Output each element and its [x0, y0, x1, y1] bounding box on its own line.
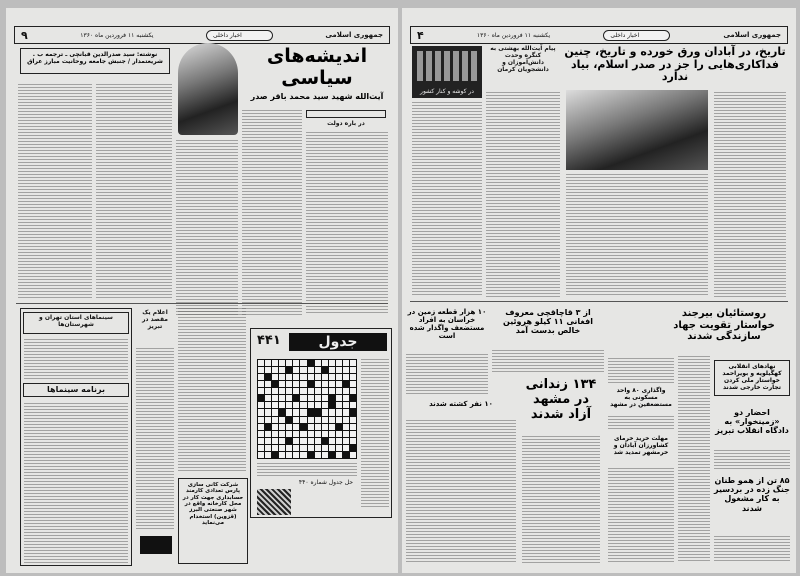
crossword-cell[interactable] — [293, 431, 299, 437]
crossword-cell[interactable] — [308, 445, 314, 451]
crossword-cell[interactable] — [300, 424, 306, 430]
crossword-cell[interactable] — [272, 395, 278, 401]
infographic — [412, 46, 482, 98]
crossword-cell[interactable] — [343, 431, 349, 437]
crossword-cell[interactable] — [329, 431, 335, 437]
crossword-cell[interactable] — [286, 395, 292, 401]
crossword-cell[interactable] — [322, 360, 328, 366]
crossword-cell[interactable] — [258, 360, 264, 366]
crossword-cell[interactable] — [336, 438, 342, 444]
article-column — [306, 132, 388, 315]
crossword-cell[interactable] — [286, 374, 292, 380]
crossword-cell[interactable] — [322, 452, 328, 458]
crossword-cell[interactable] — [336, 381, 342, 387]
crossword-cell[interactable] — [258, 402, 264, 408]
ad-logo — [140, 536, 172, 554]
crossword-cell[interactable] — [322, 367, 328, 373]
headline-tabriz: احضار دو «زمینخوار» به دادگاه انقلاب تبریز — [715, 408, 789, 436]
crossword-cell[interactable] — [265, 409, 271, 415]
crossword-cell[interactable] — [329, 360, 335, 366]
crossword-cell[interactable] — [329, 367, 335, 373]
crossword-cell[interactable] — [300, 431, 306, 437]
message-title: پیام آیت‌الله بهشتی به کنگره وحدت دانش‌آموزان و دانشجویان کرمان — [490, 45, 556, 73]
crossword-cell[interactable] — [315, 438, 321, 444]
crossword-cell[interactable] — [293, 381, 299, 387]
page-number: ۴ — [417, 28, 424, 42]
crossword-cell[interactable] — [350, 452, 356, 458]
crossword-cell[interactable] — [265, 424, 271, 430]
crossword-cell[interactable] — [350, 360, 356, 366]
headline-housing: واگذاری ۸۰ واحد مسکونی به مستضعفین در مشهد — [610, 387, 672, 408]
crossword-cell[interactable] — [300, 402, 306, 408]
crossword-cell[interactable] — [300, 367, 306, 373]
headline-kohgiluyeh: نهادهای انقلابی کهگیلویه و بویراحمد خواستار ملی کردن تجارت خارجی شدند — [714, 360, 790, 396]
crossword-cell[interactable] — [300, 388, 306, 394]
crossword-cell[interactable] — [343, 438, 349, 444]
crossword-cell[interactable] — [272, 424, 278, 430]
crossword-cell[interactable] — [258, 381, 264, 387]
crossword-cell[interactable] — [293, 452, 299, 458]
job-ad: شرکت کانی سازی پارس تعدادی کارمند حسابداری جهت کار در محل کارخانه واقع در شهر صنعتی البرز (قزوین) استخدام می‌نماید — [178, 478, 248, 564]
crossword-grid[interactable] — [257, 359, 357, 459]
article-column — [176, 140, 238, 315]
crossword-cell[interactable] — [279, 417, 285, 423]
crossword-cell[interactable] — [315, 360, 321, 366]
page-date: یکشنبه ۱۱ فروردین ماه ۱۳۶۰ — [80, 31, 154, 39]
sub-section-title: در باره دولت — [327, 120, 365, 127]
crossword-cell[interactable] — [336, 388, 342, 394]
crossword-cell[interactable] — [336, 367, 342, 373]
crossword-cell[interactable] — [308, 395, 314, 401]
crossword — [250, 328, 392, 518]
crossword-cell[interactable] — [272, 438, 278, 444]
crossword-cell[interactable] — [258, 424, 264, 430]
crossword-title: جدول — [289, 333, 387, 351]
crossword-cell[interactable] — [315, 381, 321, 387]
crossword-cell[interactable] — [329, 381, 335, 387]
crossword-cell[interactable] — [343, 381, 349, 387]
crossword-cell[interactable] — [350, 431, 356, 437]
crossword-number: ۴۴۱ — [257, 333, 281, 348]
crossword-cell[interactable] — [315, 417, 321, 423]
crossword-cell[interactable] — [350, 424, 356, 430]
crossword-cell[interactable] — [286, 424, 292, 430]
headline-villagers: روستائیان بیرجند خواستار تقویت جهاد سازندگی شدند — [673, 308, 775, 342]
crossword-cell[interactable] — [343, 402, 349, 408]
crossword-cell[interactable] — [300, 374, 306, 380]
crossword-cell[interactable] — [272, 367, 278, 373]
crossword-cell[interactable] — [265, 388, 271, 394]
crossword-cell[interactable] — [265, 452, 271, 458]
crossword-cell[interactable] — [293, 438, 299, 444]
crossword-cell[interactable] — [343, 417, 349, 423]
crossword-cell[interactable] — [343, 395, 349, 401]
crossword-cell[interactable] — [336, 445, 342, 451]
crossword-cell[interactable] — [265, 402, 271, 408]
masthead-logo: جمهوری اسلامی — [325, 31, 383, 39]
crossword-cell[interactable] — [329, 374, 335, 380]
crossword-cell[interactable] — [315, 374, 321, 380]
crossword-cell[interactable] — [329, 424, 335, 430]
crossword-cell[interactable] — [343, 424, 349, 430]
crossword-cell[interactable] — [279, 445, 285, 451]
crossword-cell[interactable] — [350, 381, 356, 387]
crossword-cell[interactable] — [322, 395, 328, 401]
crossword-cell[interactable] — [329, 402, 335, 408]
crossword-cell[interactable] — [258, 438, 264, 444]
crossword-cell[interactable] — [322, 374, 328, 380]
crossword-cell[interactable] — [279, 374, 285, 380]
crossword-cell[interactable] — [272, 388, 278, 394]
bar-graphic — [417, 51, 479, 81]
headline-farmers: مهلت خرید خرمای کشاورزان آبادان و خرمشهر تمدید شد — [613, 435, 669, 456]
crossword-cell[interactable] — [286, 402, 292, 408]
crossword-cell[interactable] — [265, 445, 271, 451]
headline-prisoners: ۱۳۴ زندانی در مشهد آزاد شدند — [525, 377, 597, 422]
crossword-cell[interactable] — [322, 431, 328, 437]
crossword-cell[interactable] — [258, 374, 264, 380]
cinema-box-title: سینماهای استان تهران و شهرستان‌ها — [23, 312, 129, 334]
crossword-cell[interactable] — [343, 409, 349, 415]
crossword-cell[interactable] — [300, 438, 306, 444]
crossword-cell[interactable] — [308, 424, 314, 430]
crossword-cell[interactable] — [315, 452, 321, 458]
crossword-cell[interactable] — [279, 438, 285, 444]
crossword-cell[interactable] — [322, 424, 328, 430]
headline-killed: ۱۰ نفر کشته شدند — [429, 400, 493, 408]
crossword-cell[interactable] — [322, 381, 328, 387]
crossword-cell[interactable] — [350, 374, 356, 380]
subheadline: آیت‌الله شهید سید محمد باقر صدر — [250, 91, 384, 101]
crossword-cell[interactable] — [265, 360, 271, 366]
crossword-cell[interactable] — [258, 395, 264, 401]
cinema-program-title: برنامه سینماها — [23, 383, 129, 397]
crossword-cell[interactable] — [293, 374, 299, 380]
crossword-cell[interactable] — [293, 395, 299, 401]
page-header — [410, 26, 788, 44]
crossword-cell[interactable] — [272, 445, 278, 451]
crossword-cell[interactable] — [329, 452, 335, 458]
crossword-cell[interactable] — [279, 395, 285, 401]
crossword-cell[interactable] — [258, 431, 264, 437]
author-tag — [306, 110, 386, 118]
crossword-cell[interactable] — [315, 367, 321, 373]
crossword-cell[interactable] — [308, 452, 314, 458]
crossword-cell[interactable] — [315, 409, 321, 415]
right-page — [402, 8, 796, 573]
crossword-cell[interactable] — [336, 402, 342, 408]
crossword-cell[interactable] — [322, 417, 328, 423]
crossword-cell[interactable] — [300, 360, 306, 366]
crossword-cell[interactable] — [265, 367, 271, 373]
crossword-cell[interactable] — [300, 395, 306, 401]
infographic-caption: در کوشه و کنار کشور — [420, 88, 474, 95]
crossword-cell[interactable] — [322, 445, 328, 451]
crossword-cell[interactable] — [272, 402, 278, 408]
crossword-cell[interactable] — [258, 388, 264, 394]
crossword-cell[interactable] — [343, 374, 349, 380]
crossword-cell[interactable] — [286, 381, 292, 387]
crossword-cell[interactable] — [293, 409, 299, 415]
crossword-cell[interactable] — [308, 381, 314, 387]
crossword-cell[interactable] — [329, 388, 335, 394]
headline-block — [242, 46, 392, 101]
crossword-cell[interactable] — [286, 360, 292, 366]
notice-title: اعلام یک مقصد در تبریز — [141, 309, 169, 330]
crossword-cell[interactable] — [279, 431, 285, 437]
news-photo — [566, 90, 708, 170]
crossword-cell[interactable] — [322, 388, 328, 394]
crossword-cell[interactable] — [343, 445, 349, 451]
crossword-cell[interactable] — [258, 452, 264, 458]
crossword-cell[interactable] — [286, 388, 292, 394]
page-date: یکشنبه ۱۱ فروردین ماه ۱۳۶۰ — [476, 31, 551, 39]
crossword-cell[interactable] — [279, 367, 285, 373]
crossword-cell[interactable] — [286, 409, 292, 415]
crossword-cell[interactable] — [308, 438, 314, 444]
crossword-cell[interactable] — [258, 417, 264, 423]
intro-box: نوشته: سید صدرالدین قبانچی ـ ترجمه ب . شریعتمدار / جنبش جامعه روحانیت مبارز عراق — [20, 48, 170, 74]
crossword-cell[interactable] — [300, 445, 306, 451]
crossword-cell[interactable] — [322, 438, 328, 444]
crossword-cell[interactable] — [258, 409, 264, 415]
crossword-cell[interactable] — [286, 445, 292, 451]
crossword-cell[interactable] — [350, 417, 356, 423]
crossword-cell[interactable] — [293, 445, 299, 451]
crossword-cell[interactable] — [329, 395, 335, 401]
crossword-cell[interactable] — [308, 417, 314, 423]
crossword-cell[interactable] — [322, 402, 328, 408]
crossword-cell[interactable] — [322, 409, 328, 415]
crossword-cell[interactable] — [272, 431, 278, 437]
crossword-cell[interactable] — [272, 374, 278, 380]
crossword-cell[interactable] — [336, 374, 342, 380]
crossword-cell[interactable] — [315, 402, 321, 408]
section-label: اخبار داخلی — [206, 30, 273, 41]
masthead-logo: جمهوری اسلامی — [723, 31, 781, 39]
crossword-cell[interactable] — [258, 445, 264, 451]
crossword-cell[interactable] — [286, 431, 292, 437]
crossword-cell[interactable] — [258, 367, 264, 373]
page-number: ۹ — [21, 28, 28, 42]
crossword-cell[interactable] — [265, 395, 271, 401]
crossword-cell[interactable] — [308, 388, 314, 394]
crossword-cell[interactable] — [350, 367, 356, 373]
crossword-cell[interactable] — [350, 395, 356, 401]
left-page — [6, 8, 398, 573]
crossword-cell[interactable] — [343, 367, 349, 373]
crossword-clues — [257, 463, 357, 477]
crossword-cell[interactable] — [265, 417, 271, 423]
crossword-cell[interactable] — [300, 381, 306, 387]
crossword-cell[interactable] — [286, 367, 292, 373]
crossword-cell[interactable] — [315, 431, 321, 437]
crossword-cell[interactable] — [293, 402, 299, 408]
crossword-cell[interactable] — [336, 395, 342, 401]
crossword-cell[interactable] — [350, 438, 356, 444]
crossword-cell[interactable] — [293, 360, 299, 366]
crossword-cell[interactable] — [293, 424, 299, 430]
crossword-cell[interactable] — [350, 388, 356, 394]
crossword-cell[interactable] — [279, 388, 285, 394]
solution-label: حل جدول شماره ۴۴۰ — [298, 479, 354, 486]
cinema-listings — [20, 308, 132, 566]
article-column — [242, 110, 302, 315]
crossword-cell[interactable] — [336, 360, 342, 366]
crossword-cell[interactable] — [308, 367, 314, 373]
crossword-cell[interactable] — [272, 409, 278, 415]
article-column — [18, 84, 92, 298]
crossword-cell[interactable] — [265, 438, 271, 444]
portrait-photo — [178, 43, 238, 135]
crossword-cell[interactable] — [300, 452, 306, 458]
crossword-cell[interactable] — [336, 417, 342, 423]
headline: تاریخ، در آبادان ورق خورده و تاریخ، چنین فداکاری‌هایی را جز در صدر اسلام، بیاد ندارد — [564, 45, 786, 84]
crossword-cell[interactable] — [315, 388, 321, 394]
crossword-cell[interactable] — [336, 452, 342, 458]
crossword-cell[interactable] — [265, 381, 271, 387]
crossword-cell[interactable] — [265, 374, 271, 380]
crossword-cell[interactable] — [350, 409, 356, 415]
crossword-cell[interactable] — [293, 417, 299, 423]
headline-heroin: از ۳ قاچاقچی معروف افغانی ۱۱ کیلو هروئین خالص بدست آمد — [503, 308, 593, 336]
crossword-cell[interactable] — [300, 409, 306, 415]
crossword-cell[interactable] — [308, 374, 314, 380]
crossword-cell[interactable] — [300, 417, 306, 423]
crossword-cell[interactable] — [350, 445, 356, 451]
crossword-cell[interactable] — [315, 424, 321, 430]
crossword-cell[interactable] — [279, 402, 285, 408]
crossword-cell[interactable] — [272, 381, 278, 387]
headline: اندیشه‌های سیاسی — [266, 45, 368, 89]
article-column — [96, 84, 172, 298]
solution-grid — [257, 489, 291, 515]
page-header — [14, 26, 390, 44]
crossword-cell[interactable] — [315, 445, 321, 451]
headline-workers: ۸۵ تن از همو طنان جنگ زده در بردسیر به کار مشغول شدند — [714, 476, 790, 513]
crossword-cell[interactable] — [343, 388, 349, 394]
crossword-clues — [361, 359, 389, 509]
crossword-cell[interactable] — [329, 417, 335, 423]
crossword-cell[interactable] — [308, 402, 314, 408]
crossword-cell[interactable] — [308, 409, 314, 415]
headline-land: ۱۰ هزار قطعه زمین در خراسان به افراد مستضعف واگذار شده است — [407, 308, 487, 341]
crossword-cell[interactable] — [279, 381, 285, 387]
crossword-cell[interactable] — [279, 360, 285, 366]
crossword-cell[interactable] — [336, 409, 342, 415]
crossword-cell[interactable] — [329, 409, 335, 415]
crossword-cell[interactable] — [272, 452, 278, 458]
crossword-cell[interactable] — [343, 360, 349, 366]
crossword-cell[interactable] — [279, 424, 285, 430]
crossword-cell[interactable] — [286, 417, 292, 423]
crossword-cell[interactable] — [329, 438, 335, 444]
crossword-cell[interactable] — [279, 409, 285, 415]
crossword-cell[interactable] — [286, 452, 292, 458]
crossword-cell[interactable] — [336, 431, 342, 437]
crossword-cell[interactable] — [293, 367, 299, 373]
crossword-cell[interactable] — [293, 388, 299, 394]
crossword-cell[interactable] — [272, 360, 278, 366]
crossword-cell[interactable] — [279, 452, 285, 458]
crossword-cell[interactable] — [272, 417, 278, 423]
crossword-cell[interactable] — [265, 431, 271, 437]
crossword-cell[interactable] — [350, 402, 356, 408]
crossword-cell[interactable] — [336, 424, 342, 430]
crossword-cell[interactable] — [308, 360, 314, 366]
crossword-cell[interactable] — [286, 438, 292, 444]
crossword-cell[interactable] — [315, 395, 321, 401]
section-label: اخبار داخلی — [603, 30, 670, 41]
crossword-cell[interactable] — [343, 452, 349, 458]
crossword-cell[interactable] — [308, 431, 314, 437]
crossword-cell[interactable] — [329, 445, 335, 451]
